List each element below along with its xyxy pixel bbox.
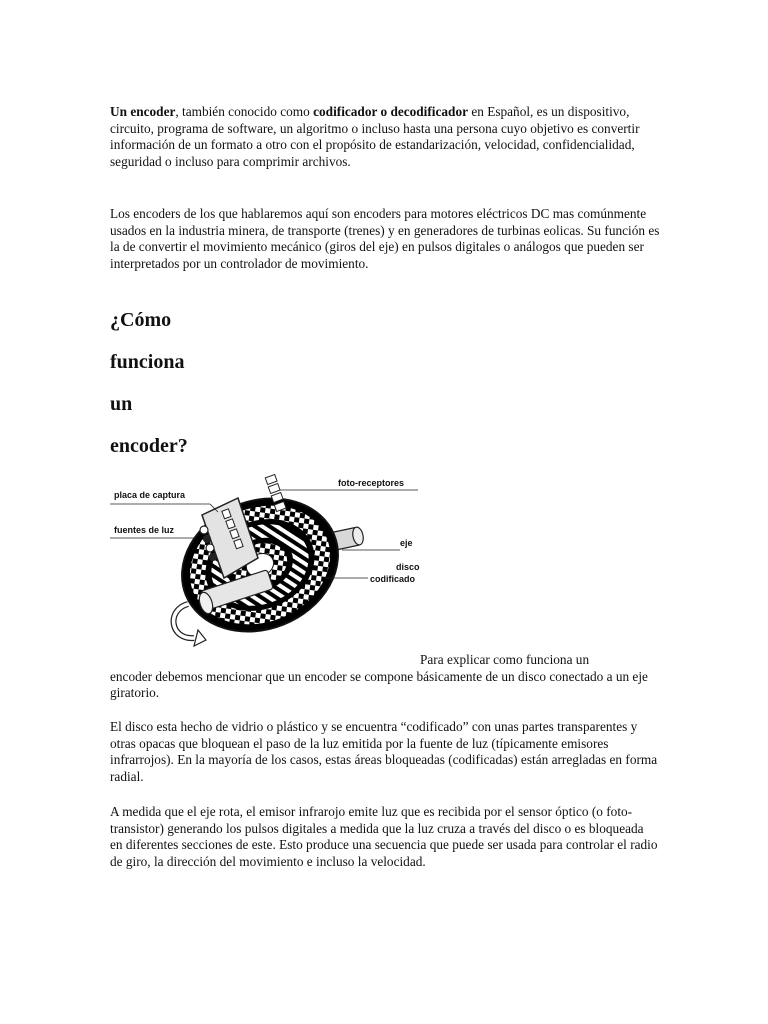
heading-line-1: ¿Cómo xyxy=(110,309,172,331)
codificador-term: codificador o decodificador xyxy=(313,104,468,119)
explain-paragraph xyxy=(110,652,650,702)
label-eje: eje xyxy=(400,538,413,548)
intro-text-2: en Español, es un dispositivo, circuito, programa de software, un algoritmo o incluso hasta una persona cuyo objetivo es convertir información de un formato a otro con el propósito de estandarización, velocidad, confidencialidad, seguridad o incluso para comprimir archivos. xyxy=(110,104,640,169)
intro-paragraph xyxy=(110,104,658,170)
encoder-term: Un encoder xyxy=(110,104,176,119)
heading-line-3: un xyxy=(110,393,133,415)
heading-line-4: encoder? xyxy=(110,435,188,457)
motors-paragraph: Los encoders de los que hablaremos aquí son encoders para motores eléctricos DC mas comúnmente usados en la industria minera, de transporte (trenes) y en generadores de turbinas eolicas. Su función es la de convertir el movimiento mecánico (giros del eje) en pulsos digitales o análogos que pueden ser interpretados por un controlador de movimiento. xyxy=(110,206,660,271)
label-codificado: codificado xyxy=(370,574,416,584)
disk-paragraph: El disco esta hecho de vidrio o plástico y se encuentra “codificado” con unas partes transparentes y otras opacas que bloquean el paso de la luz emitida por la fuente de luz (típicamente emisores infrarrojos). En la mayoría de los casos, estas áreas bloqueadas (codificadas) están arregladas en forma radial. xyxy=(110,719,658,784)
label-foto: foto-receptores xyxy=(338,478,405,488)
encoder-diagram xyxy=(110,470,430,660)
label-placa: placa de captura xyxy=(114,490,186,500)
rotation-paragraph: A medida que el eje rota, el emisor infrarojo emite luz que es recibida por el sensor óptico (o foto-transistor) generando los pulsos digitales a medida que la luz cruza a través del disco o es bloqueada en diferentes secciones de este. Esto produce una secuencia que puede ser usada para controlar el radio de giro, la dirección del movimiento e incluso la velocidad. xyxy=(110,804,658,869)
label-disco: disco xyxy=(396,562,420,572)
coded-disk xyxy=(162,476,358,655)
explain-rest: encoder debemos mencionar que un encoder se compone básicamente de un disco conectado a un eje giratorio. xyxy=(110,668,648,701)
heading-line-2: funciona xyxy=(110,351,185,373)
label-fuentes: fuentes de luz xyxy=(114,525,175,535)
explain-first-line: Para explicar como funciona un xyxy=(420,652,590,667)
intro-text-1: , también conocido como xyxy=(175,104,314,119)
